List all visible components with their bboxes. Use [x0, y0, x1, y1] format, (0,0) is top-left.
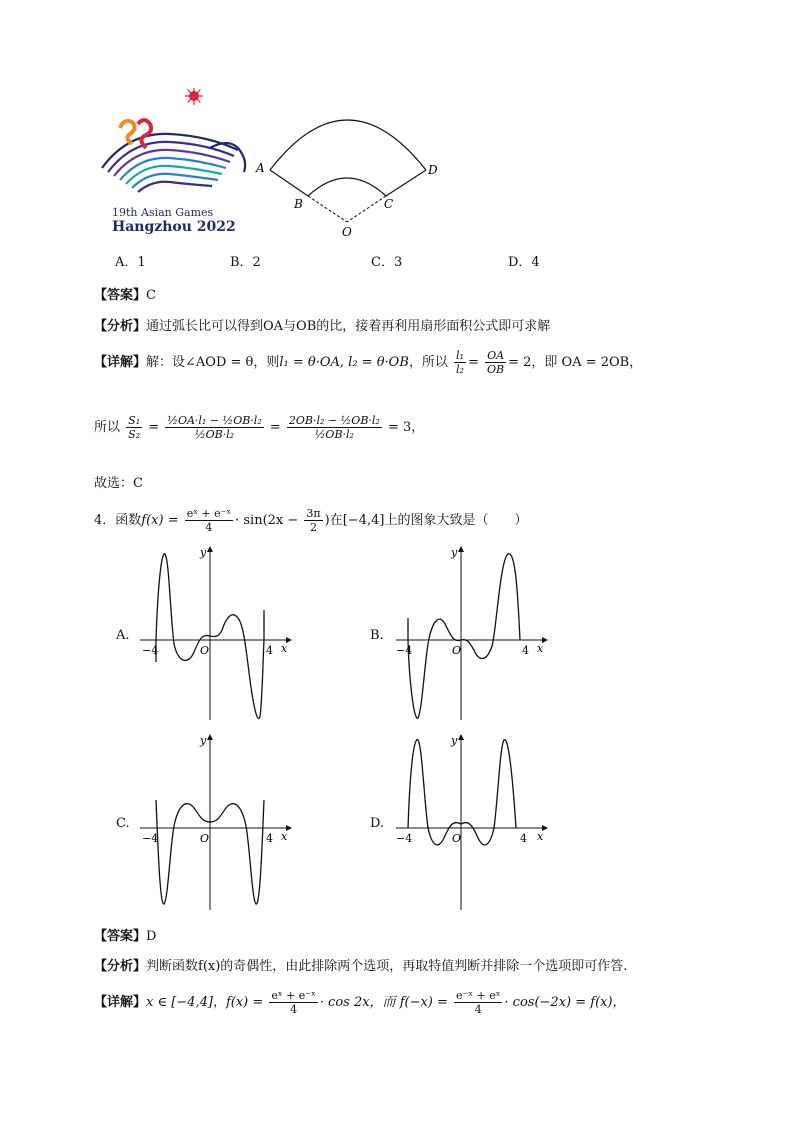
- graph-a-ylabel: y: [200, 546, 207, 559]
- label-D: D: [428, 163, 438, 177]
- segment-BO: [308, 196, 347, 222]
- q3-frac-s1s2: $\frac{\text{S₁}}{\text{S₂}}$: [128, 414, 141, 441]
- graph-d-origin: O: [452, 832, 462, 845]
- inner-arc: [308, 178, 386, 196]
- q4-option-label-c: C.: [116, 816, 130, 831]
- q3-eq: =: [467, 355, 479, 370]
- segment-AB: [270, 170, 308, 196]
- graph-b-ylabel: y: [451, 546, 458, 559]
- graph-b-neg4: −4: [396, 644, 413, 657]
- segment-CO: [347, 196, 386, 222]
- logo-line2: Hangzhou 2022: [112, 219, 236, 235]
- q3-analysis-tag: 【分析】: [94, 319, 147, 334]
- q4-detail-a: x ∈ [−4,4]，f(x) =: [146, 995, 264, 1010]
- q4-answer: D: [146, 929, 157, 944]
- q4-detail-tag: 【详解】: [94, 995, 147, 1010]
- label-B: B: [294, 197, 303, 211]
- graph-c-origin: O: [200, 832, 210, 845]
- q3-choose: 故选：C: [94, 476, 143, 491]
- q3-frac-oaob: $\frac{OA}{OB}$: [487, 349, 505, 376]
- graph-b-curve: [408, 554, 520, 718]
- q3-frac-l1l2: $\frac{\text{l₁}}{\text{l₂}}$: [456, 349, 464, 376]
- sun-icon: [185, 88, 203, 105]
- q4-detail-c: · cos(−2x) = f(x)，: [504, 995, 626, 1010]
- graph-c: [136, 728, 296, 918]
- graph-b-origin: O: [452, 644, 462, 657]
- q4-stem-func: f(x) =: [141, 513, 179, 528]
- label-A: A: [256, 161, 265, 175]
- q4-detail-frac: $\frac{\text{eˣ + e⁻ˣ}}{4}$: [271, 989, 316, 1016]
- q4-stem-a: 4．函数: [94, 513, 142, 528]
- q4-detail-line: [94, 986, 626, 1020]
- asian-games-logo: [98, 88, 258, 238]
- q4-detail-b: · cos 2x，而 f(−x) =: [319, 995, 448, 1010]
- q3-analysis: 通过弧长比可以得到OA与OB的比，接着再利用扇形面积公式即可求解: [146, 319, 551, 334]
- q4-option-label-b: B.: [370, 628, 384, 643]
- q4-stem: [94, 504, 527, 538]
- q3-option-b: B．2: [230, 255, 261, 270]
- q3-detail-tag: 【详解】: [94, 355, 147, 370]
- q3-frac-big1: $\frac{\text{½OA·l₁ − ½OB·l₂}}{\text{½OB·l₂}}$: [167, 414, 262, 441]
- q4-analysis-line: [94, 958, 627, 976]
- q3-option-c: C．3: [371, 255, 403, 270]
- graph-a-neg4: −4: [142, 644, 159, 657]
- q3-detail-c: ，所以: [408, 355, 448, 370]
- graph-b-pos4: 4: [522, 644, 529, 657]
- logo-graphic: [98, 88, 258, 238]
- q3-answer: C: [146, 288, 156, 303]
- graph-c-pos4: 4: [266, 832, 273, 845]
- q3-line2-prefix: 所以: [94, 420, 121, 435]
- q3-answer-line: [94, 287, 156, 305]
- q4-answer-tag: 【答案】: [94, 929, 147, 944]
- sector-diagram: [250, 100, 450, 240]
- q3-detail-b: l₁ = θ·OA, l₂ = θ·OB: [279, 355, 409, 370]
- q3-line2-result: = 3，: [387, 420, 425, 435]
- graph-c-neg4: −4: [142, 832, 159, 845]
- graph-d: [392, 728, 552, 918]
- q4-analysis: 判断函数f(x)的奇偶性，由此排除两个选项，再取特值判断并排除一个选项即可作答.: [146, 959, 628, 974]
- graph-a: [136, 540, 296, 730]
- q4-option-label-d: D.: [370, 816, 385, 831]
- graph-d-pos4: 4: [520, 832, 527, 845]
- logo-line1: 19th Asian Games: [112, 206, 214, 219]
- graph-a-pos4: 4: [266, 644, 273, 657]
- q4-analysis-tag: 【分析】: [94, 959, 147, 974]
- graph-a-xlabel: x: [281, 642, 288, 655]
- label-C: C: [384, 197, 394, 211]
- q4-stem-b: · sin(2x −: [235, 513, 299, 528]
- graph-d-xlabel: x: [537, 830, 544, 843]
- q4-stem-c: )在[−4,4]上的图象大致是（ ）: [324, 513, 528, 528]
- outer-arc: [270, 120, 426, 170]
- q3-analysis-line: [94, 318, 550, 336]
- q3-answer-tag: 【答案】: [94, 288, 147, 303]
- q3-detail-line1: [94, 346, 642, 380]
- graph-d-curve: [408, 740, 516, 845]
- graph-d-ylabel: y: [451, 734, 458, 747]
- q4-option-label-a: A.: [116, 628, 130, 643]
- segment-DC: [386, 170, 426, 196]
- q4-detail-frac2: $\frac{\text{e⁻ˣ + eˣ}}{4}$: [456, 989, 501, 1016]
- q4-stem-frac: $\frac{\text{eˣ + e⁻ˣ}}{4}$: [186, 507, 232, 534]
- graph-c-ylabel: y: [200, 734, 207, 747]
- q4-answer-line: [94, 928, 156, 946]
- q4-stem-frac2: $\frac{3\pi}{2}$: [306, 507, 321, 534]
- q3-option-d: D．4: [508, 255, 540, 270]
- q3-detail-line2: 所以 $\frac{\text{S₁}}{\text{S₂}}$ = $\frac{\text{½OA·l₁ − ½OB·l₂}}{\text{½OB·l₂}}$ = $\frac{\text{2OB·l₂ − ½OB·l₂}}{\text{½OB·l₂}}$ = 3，: [94, 414, 425, 441]
- graph-d-neg4: −4: [396, 832, 413, 845]
- graph-c-xlabel: x: [281, 830, 288, 843]
- q3-frac-big2: $\frac{\text{2OB·l₂ − ½OB·l₂}}{\text{½OB·l₂}}$: [288, 414, 380, 441]
- graph-a-origin: O: [200, 644, 210, 657]
- q3-detail-d: = 2，即 OA = 2OB，: [508, 355, 643, 370]
- graph-b-xlabel: x: [537, 642, 544, 655]
- graph-b: [392, 540, 552, 730]
- q3-option-a: A．1: [115, 255, 146, 270]
- label-O: O: [342, 225, 352, 239]
- q3-detail-a: 解：设∠AOD = θ，则: [146, 355, 280, 370]
